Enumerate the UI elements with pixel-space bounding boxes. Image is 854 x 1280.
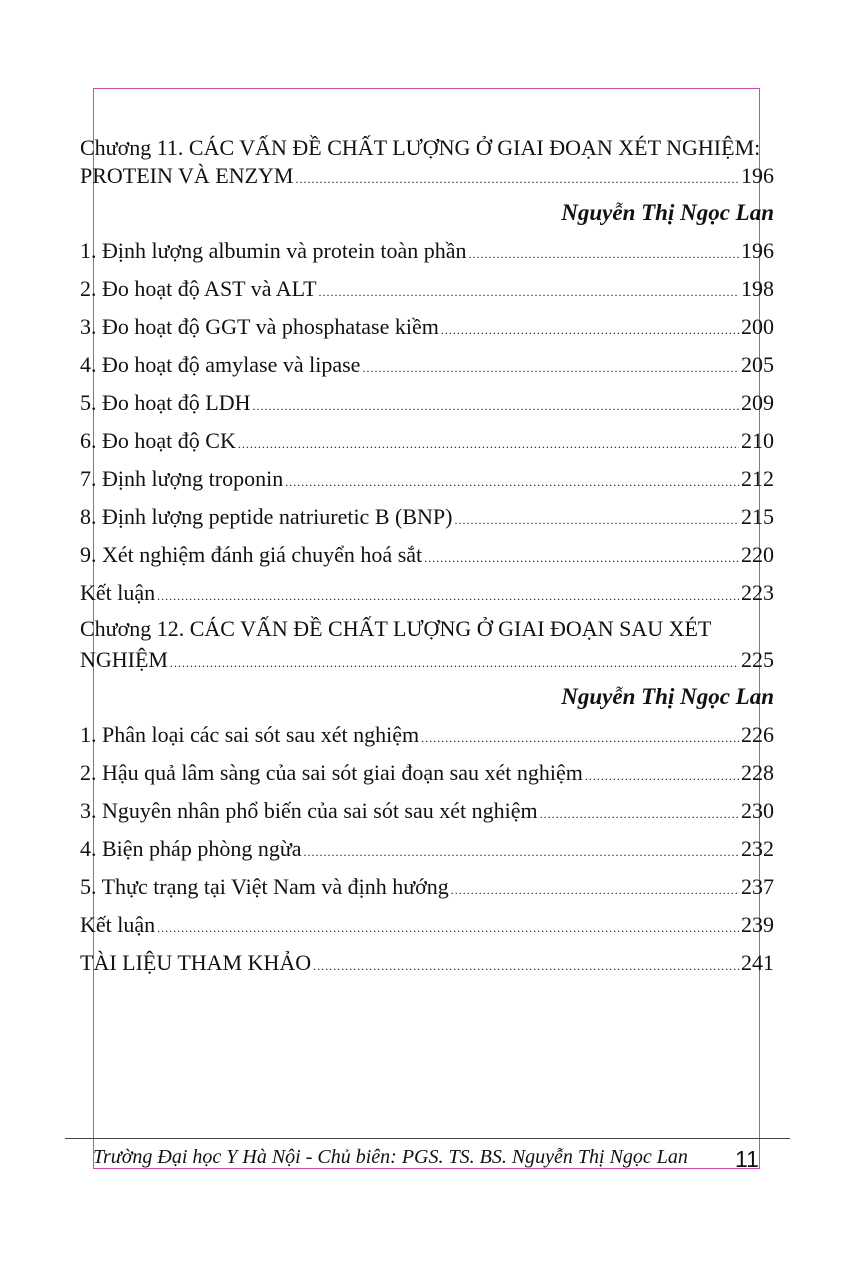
- toc-entry-title: 2. Đo hoạt độ AST và ALT: [80, 276, 317, 301]
- chapter-11-heading[interactable]: Chương 11. CÁC VẤN ĐỀ CHẤT LƯỢNG Ở GIAI ĐOẠN XÉT NGHIỆM:: [80, 135, 761, 160]
- page-number: 237: [741, 874, 774, 899]
- toc-entry-title: Kết luận: [80, 912, 156, 937]
- toc-entry[interactable]: [80, 308, 774, 346]
- toc-entry-title: 2. Hậu quả lâm sàng của sai sót giai đoạn sau xét nghiệm: [80, 760, 583, 785]
- toc-entry[interactable]: [80, 792, 774, 830]
- dot-leader: [313, 947, 739, 985]
- page-number: 228: [741, 760, 774, 785]
- page-number: 205: [741, 352, 774, 377]
- toc-entry-title: 3. Đo hoạt độ GGT và phosphatase kiềm: [80, 314, 439, 339]
- chapter-12-heading[interactable]: Chương 12. CÁC VẤN ĐỀ CHẤT LƯỢNG Ở GIAI ĐOẠN SAU XÉT: [80, 616, 712, 641]
- toc-entry-title: 5. Đo hoạt độ LDH: [80, 390, 251, 415]
- toc-entry-title: 6. Đo hoạt độ CK: [80, 428, 236, 453]
- dot-leader: [252, 387, 739, 425]
- toc-entry[interactable]: [80, 232, 774, 270]
- dot-leader: [451, 871, 739, 909]
- page-number: 210: [741, 428, 774, 453]
- toc-entry-title: 3. Nguyên nhân phổ biến của sai sót sau xét nghiệm: [80, 798, 538, 823]
- toc-entry-title: 5. Thực trạng tại Việt Nam và định hướng: [80, 874, 449, 899]
- toc-entry-title: 8. Định lượng peptide natriuretic B (BNP): [80, 504, 453, 529]
- toc-entry-title: TÀI LIỆU THAM KHẢO: [80, 950, 312, 975]
- dot-leader: [319, 273, 739, 311]
- footer-divider: [65, 1138, 790, 1139]
- toc-entry[interactable]: [80, 906, 774, 944]
- dot-leader: [295, 165, 739, 193]
- toc-entry[interactable]: [80, 270, 774, 308]
- toc-entry-title: 1. Định lượng albumin và protein toàn phần: [80, 238, 467, 263]
- page-number: 209: [741, 390, 774, 415]
- toc-entry-title: 7. Định lượng troponin: [80, 466, 284, 491]
- dot-leader: [424, 539, 739, 577]
- page-number: 198: [741, 276, 774, 301]
- toc-entry-title: Kết luận: [80, 580, 156, 605]
- chapter-12-heading-cont[interactable]: NGHIỆM ..... 225: [80, 646, 774, 674]
- toc-entry[interactable]: [80, 422, 774, 460]
- page-number: 196: [741, 238, 774, 263]
- toc-entry[interactable]: [80, 754, 774, 792]
- page-number: 196: [741, 163, 774, 188]
- toc-entry[interactable]: [80, 384, 774, 422]
- page-number: 215: [741, 504, 774, 529]
- dot-leader: [441, 311, 739, 349]
- dot-leader: [157, 909, 739, 947]
- dot-leader: [304, 833, 739, 871]
- page-number: 241: [741, 950, 774, 975]
- toc-entry[interactable]: [80, 574, 774, 612]
- toc-entry-title: 9. Xét nghiệm đánh giá chuyển hoá sắt: [80, 542, 423, 567]
- page-number: 200: [741, 314, 774, 339]
- table-of-contents: [80, 134, 774, 982]
- page-number: 225: [741, 647, 774, 672]
- toc-entry[interactable]: [80, 830, 774, 868]
- footer-text: Trường Đại học Y Hà Nội - Chủ biên: PGS. TS. BS. Nguyễn Thị Ngọc Lan: [93, 1146, 688, 1168]
- dot-leader: [157, 577, 739, 615]
- dot-leader: [170, 649, 739, 677]
- dot-leader: [421, 719, 739, 757]
- toc-entry[interactable]: [80, 868, 774, 906]
- toc-entry[interactable]: [80, 944, 774, 982]
- dot-leader: [362, 349, 739, 387]
- toc-entry[interactable]: [80, 460, 774, 498]
- chapter-12-author: Nguyễn Thị Ngọc Lan: [561, 684, 774, 709]
- toc-entry-title: 1. Phân loại các sai sót sau xét nghiệm: [80, 722, 420, 747]
- dot-leader: [454, 501, 739, 539]
- page-number: 220: [741, 542, 774, 567]
- page-number: 212: [741, 466, 774, 491]
- dot-leader: [585, 757, 739, 795]
- toc-entry-title: 4. Biện pháp phòng ngừa: [80, 836, 302, 861]
- chapter-11-author: Nguyễn Thị Ngọc Lan: [561, 200, 774, 225]
- dot-leader: [469, 235, 740, 273]
- page-number: 232: [741, 836, 774, 861]
- page-number-footer: 11: [735, 1146, 759, 1172]
- toc-entry[interactable]: [80, 536, 774, 574]
- toc-entry[interactable]: [80, 346, 774, 384]
- toc-entry[interactable]: [80, 498, 774, 536]
- toc-entry-title: 4. Đo hoạt độ amylase và lipase: [80, 352, 361, 377]
- dot-leader: [238, 425, 739, 463]
- page-number: 239: [741, 912, 774, 937]
- page-number: 226: [741, 722, 774, 747]
- page-number: 223: [741, 580, 774, 605]
- dot-leader: [540, 795, 739, 833]
- page-number: 230: [741, 798, 774, 823]
- dot-leader: [285, 463, 739, 501]
- chapter-11-heading-cont[interactable]: PROTEIN VÀ ENZYM ..... 196: [80, 162, 774, 190]
- toc-entry[interactable]: [80, 716, 774, 754]
